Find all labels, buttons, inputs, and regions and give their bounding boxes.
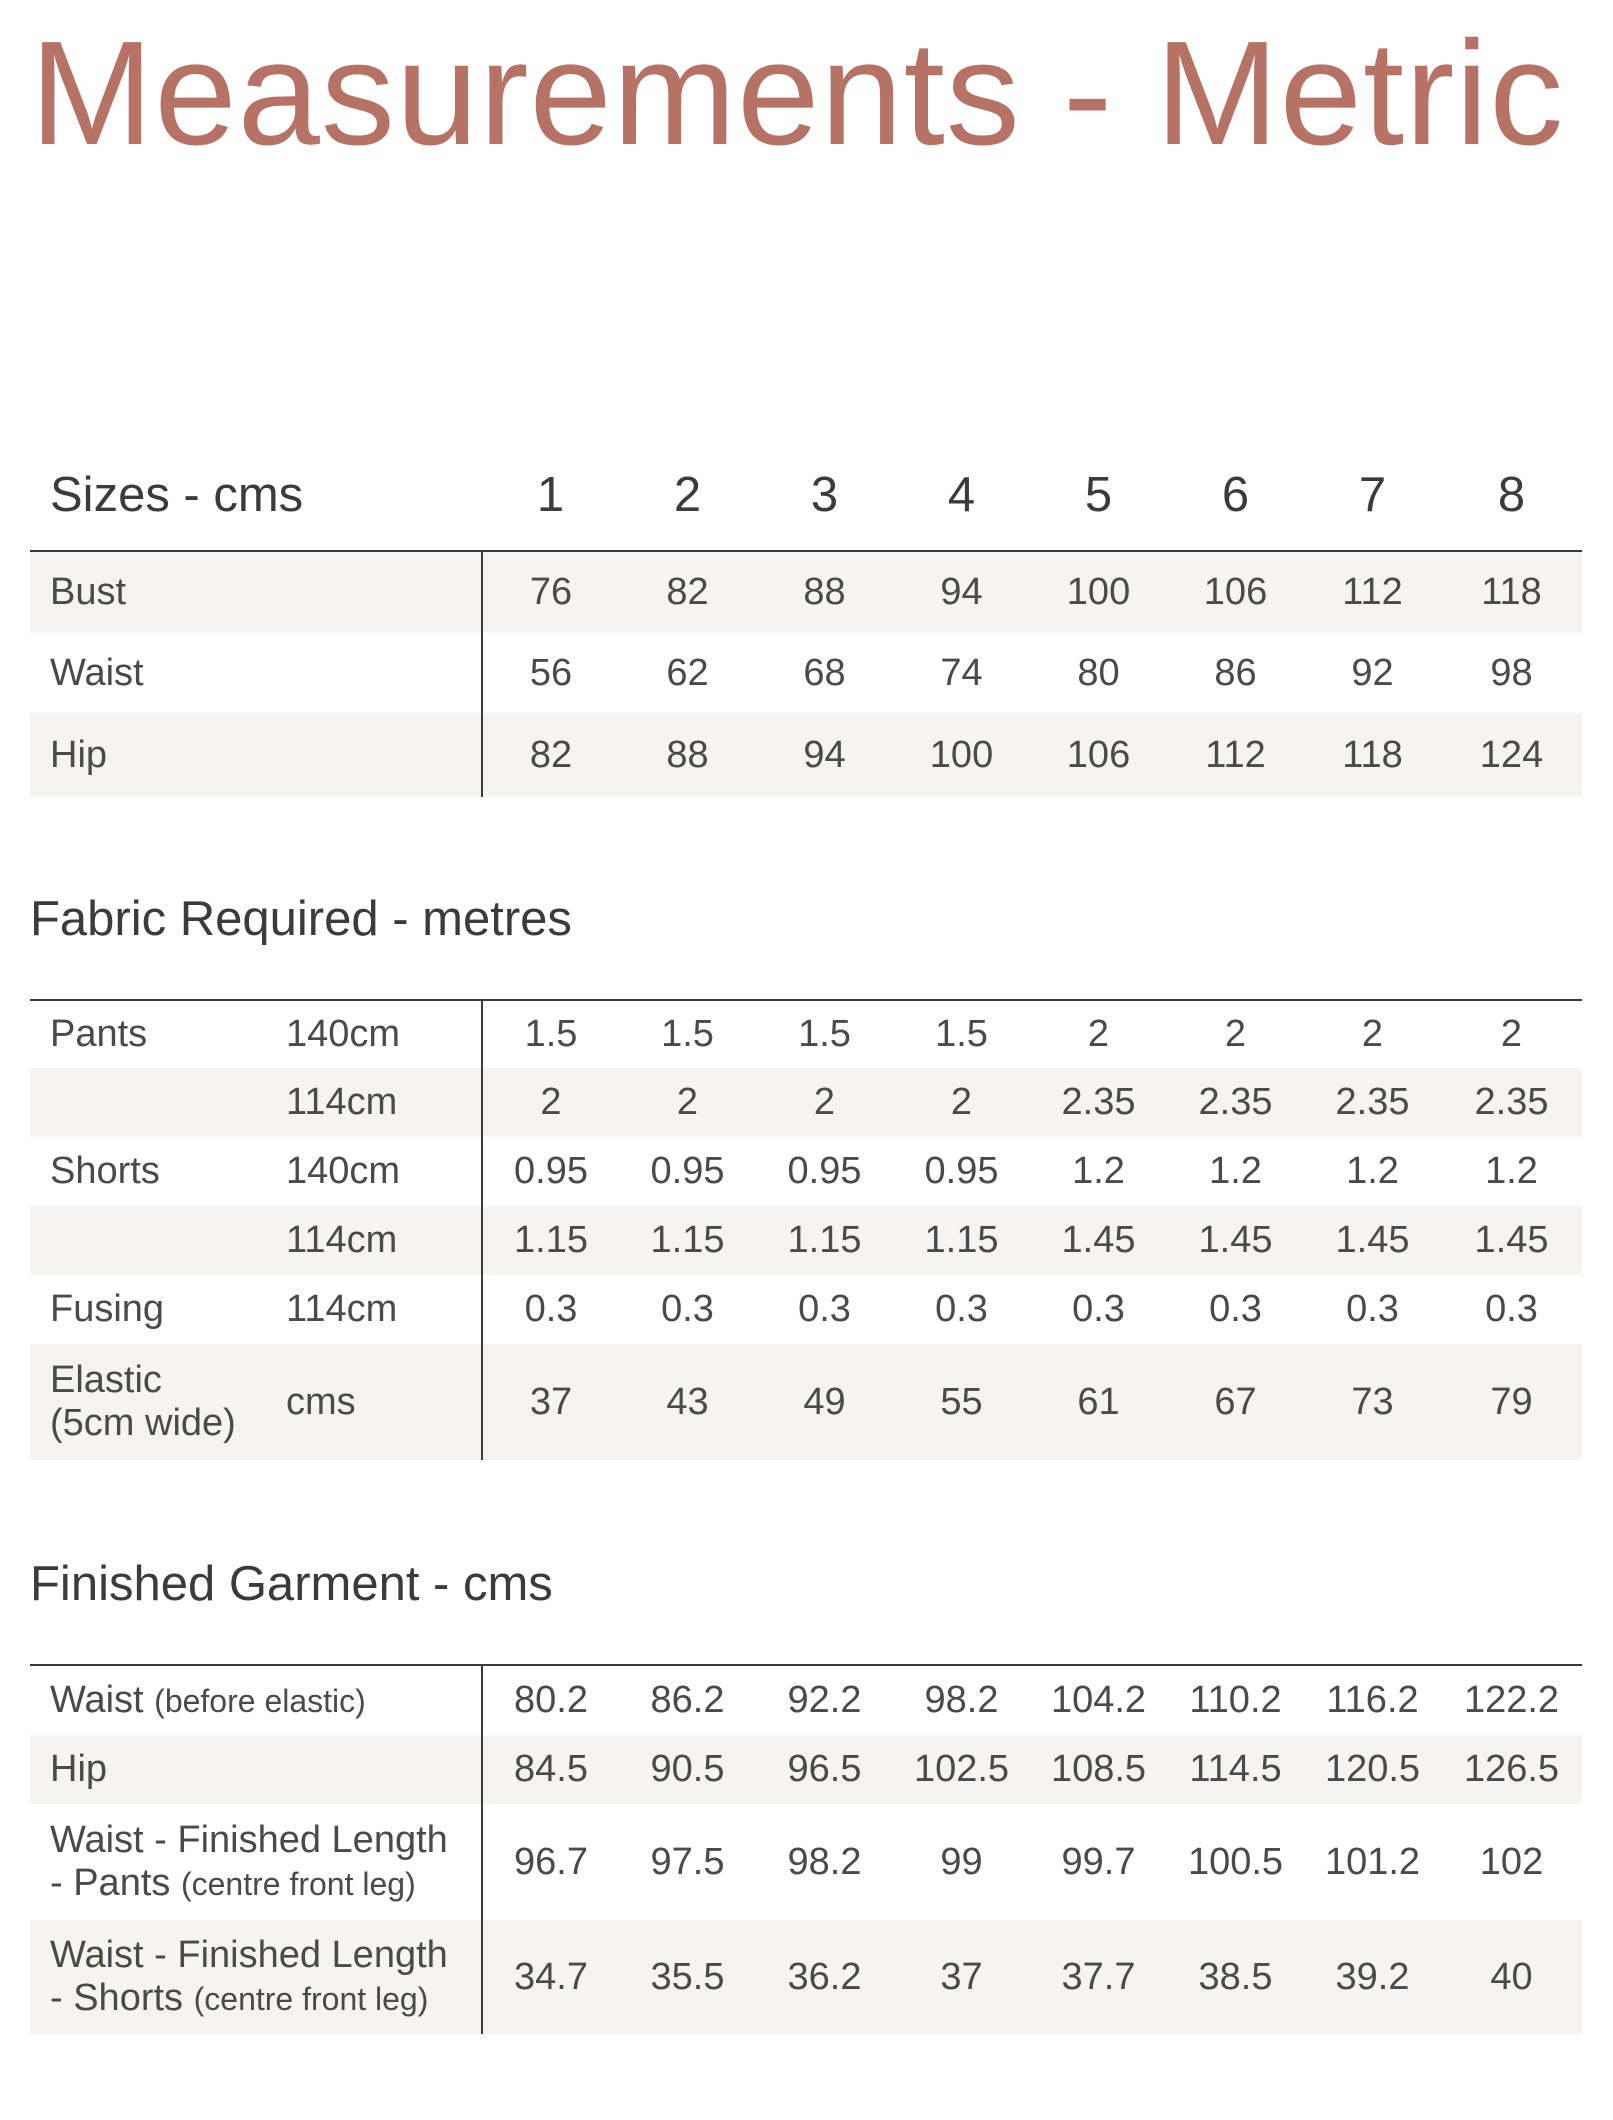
row-label-note: (centre front leg) [180,1866,416,1902]
cell: 68 [803,651,846,694]
cell: 2.35 [1304,1068,1441,1137]
cell: 1.2 [1209,1150,1262,1192]
fabric-section [30,892,1582,1460]
table-row [30,1665,1582,1735]
cell: 112 [1304,551,1441,633]
cell: 1.15 [893,1206,1030,1275]
cell: 84.5 [482,1735,619,1804]
cell: 118 [1441,551,1582,633]
cell: 1.2 [1072,1150,1125,1192]
cell: 102.5 [893,1735,1030,1804]
cell: 43 [619,1344,756,1460]
row-label-line: - Shorts [50,1977,184,2019]
cell: 101.2 [1324,1840,1421,1883]
cell: 94 [893,551,1030,633]
cell: 0.95 [650,1150,725,1192]
cell: 98.2 [787,1840,862,1883]
cell: 100 [893,713,1030,797]
cell: 39.2 [1304,1920,1441,2034]
row-label-text: Waist [50,1679,144,1721]
cell: 34.7 [482,1920,619,2034]
row-label-line: Waist - Finished Length [50,1819,448,1861]
sizes-heading: Sizes - cms [50,468,304,522]
row-label [30,1920,482,2034]
row-unit: 140cm [286,1137,482,1206]
cell: 1.45 [1441,1206,1582,1275]
cell: 92 [1351,651,1394,694]
cell: 1.45 [1304,1206,1441,1275]
row-label: Waist [30,633,482,713]
cell: 0.3 [1209,1288,1262,1330]
row-label-line: Waist - Finished Length [50,1934,448,1976]
cell: 2 [482,1068,619,1137]
row-label [30,1665,482,1735]
row-unit: 114cm [286,1068,482,1137]
sizes-section [30,440,1582,797]
cell: 94 [756,713,893,797]
cell: 110.2 [1167,1665,1304,1735]
row-label-note: (centre front leg) [193,1981,429,2017]
page-title: Measurements - Metric [30,11,1565,176]
cell: 36.2 [756,1920,893,2034]
cell: 0.3 [661,1288,714,1330]
cell: 79 [1441,1344,1582,1460]
size-col-header: 3 [810,468,839,522]
cell: 1.45 [1030,1206,1167,1275]
cell: 0.95 [787,1150,862,1192]
cell: 90.5 [619,1735,756,1804]
cell: 2.35 [1167,1068,1304,1137]
cell: 106 [1030,713,1167,797]
cell: 97.5 [650,1840,725,1883]
cell: 0.3 [1346,1288,1399,1330]
cell: 37.7 [1030,1920,1167,2034]
cell: 35.5 [619,1920,756,2034]
cell: 116.2 [1304,1665,1441,1735]
cell: 108.5 [1030,1735,1167,1804]
cell: 37 [482,1344,619,1460]
cell: 2 [1441,1000,1582,1068]
row-label [30,1344,286,1460]
cell: 80.2 [482,1665,619,1735]
cell: 118 [1304,713,1441,797]
row-unit: 114cm [286,1206,482,1275]
row-label-line: Elastic [50,1359,162,1401]
cell: 1.5 [619,1000,756,1068]
cell: 102 [1479,1840,1544,1883]
cell: 126.5 [1441,1735,1582,1804]
cell: 98.2 [893,1665,1030,1735]
cell: 2 [1304,1000,1441,1068]
cell: 38.5 [1167,1920,1304,2034]
cell: 55 [893,1344,1030,1460]
cell: 98 [1490,651,1533,694]
cell: 74 [940,651,983,694]
cell: 100 [1030,551,1167,633]
table-row [30,1000,1582,1068]
size-col-header: 6 [1221,468,1250,522]
table-row [30,551,1582,633]
row-label: Hip [30,1735,482,1804]
row-label: Bust [30,551,482,633]
cell: 82 [619,551,756,633]
cell: 76 [482,551,619,633]
row-label [30,1804,482,1920]
table-row [30,1344,1582,1460]
cell: 86 [1214,651,1257,694]
cell: 100.5 [1187,1840,1284,1883]
table-row [30,1137,1582,1206]
cell: 62 [666,651,709,694]
cell: 2 [893,1068,1030,1137]
row-unit: 114cm [286,1275,482,1344]
size-col-header: 1 [536,468,565,522]
row-unit: 140cm [286,1000,482,1068]
cell: 114.5 [1167,1735,1304,1804]
cell: 1.15 [482,1206,619,1275]
cell: 82 [482,713,619,797]
cell: 122.2 [1441,1665,1582,1735]
finished-section [30,1557,1582,2034]
cell: 99.7 [1061,1840,1136,1883]
cell: 0.3 [798,1288,851,1330]
cell: 0.95 [924,1150,999,1192]
cell: 49 [756,1344,893,1460]
table-row [30,1275,1582,1344]
cell: 1.5 [756,1000,893,1068]
sizes-table [30,440,1582,797]
cell: 1.5 [482,1000,619,1068]
finished-heading: Finished Garment - cms [30,1557,553,1611]
cell: 1.2 [1346,1150,1399,1192]
cell: 88 [619,713,756,797]
cell: 86.2 [619,1665,756,1735]
cell: 1.45 [1167,1206,1304,1275]
cell: 40 [1441,1920,1582,2034]
row-label-line: - Pants [50,1862,171,1904]
cell: 80 [1077,651,1120,694]
cell: 1.15 [619,1206,756,1275]
cell: 2.35 [1030,1068,1167,1137]
cell: 96.5 [756,1735,893,1804]
size-col-header: 4 [947,468,976,522]
table-row [30,633,1582,713]
cell: 2 [619,1068,756,1137]
cell: 0.3 [1485,1288,1538,1330]
sizes-header-row [30,440,1582,551]
size-col-header: 5 [1084,468,1113,522]
row-label: Shorts [50,1150,160,1192]
table-row [30,1206,1582,1275]
cell: 67 [1167,1344,1304,1460]
table-row [30,1804,1582,1920]
row-label [30,1068,286,1137]
cell: 56 [529,651,573,694]
cell: 73 [1304,1344,1441,1460]
cell: 0.3 [935,1288,988,1330]
row-label-note: (before elastic) [154,1683,366,1719]
row-label: Hip [30,713,482,797]
cell: 2 [1167,1000,1304,1068]
cell: 106 [1167,551,1304,633]
row-label [30,1206,286,1275]
cell: 1.2 [1485,1150,1538,1192]
cell: 124 [1441,713,1582,797]
size-col-header: 7 [1358,468,1387,522]
table-row [30,1920,1582,2034]
row-label-line: (5cm wide) [50,1402,236,1444]
cell: 99 [940,1840,983,1883]
cell: 1.15 [756,1206,893,1275]
table-row [30,1068,1582,1137]
cell: 1.5 [893,1000,1030,1068]
cell: 104.2 [1030,1665,1167,1735]
fabric-table [30,999,1582,1460]
cell: 61 [1030,1344,1167,1460]
cell: 96.7 [514,1840,588,1883]
size-col-header: 8 [1497,468,1526,522]
table-row [30,1735,1582,1804]
table-row [30,713,1582,797]
row-label: Fusing [50,1288,165,1330]
cell: 120.5 [1304,1735,1441,1804]
cell: 37 [893,1920,1030,2034]
cell: 112 [1167,713,1304,797]
cell: 92.2 [756,1665,893,1735]
cell: 0.3 [1072,1288,1125,1330]
fabric-heading: Fabric Required - metres [30,892,572,946]
size-col-header: 2 [673,468,702,522]
row-label: Pants [30,1000,286,1068]
cell: 0.3 [524,1288,578,1330]
cell: 2.35 [1441,1068,1582,1137]
cell: 0.95 [514,1150,588,1192]
cell: 88 [756,551,893,633]
cell: 2 [1030,1000,1167,1068]
finished-table [30,1664,1582,2034]
row-unit: cms [286,1344,482,1460]
cell: 2 [756,1068,893,1137]
